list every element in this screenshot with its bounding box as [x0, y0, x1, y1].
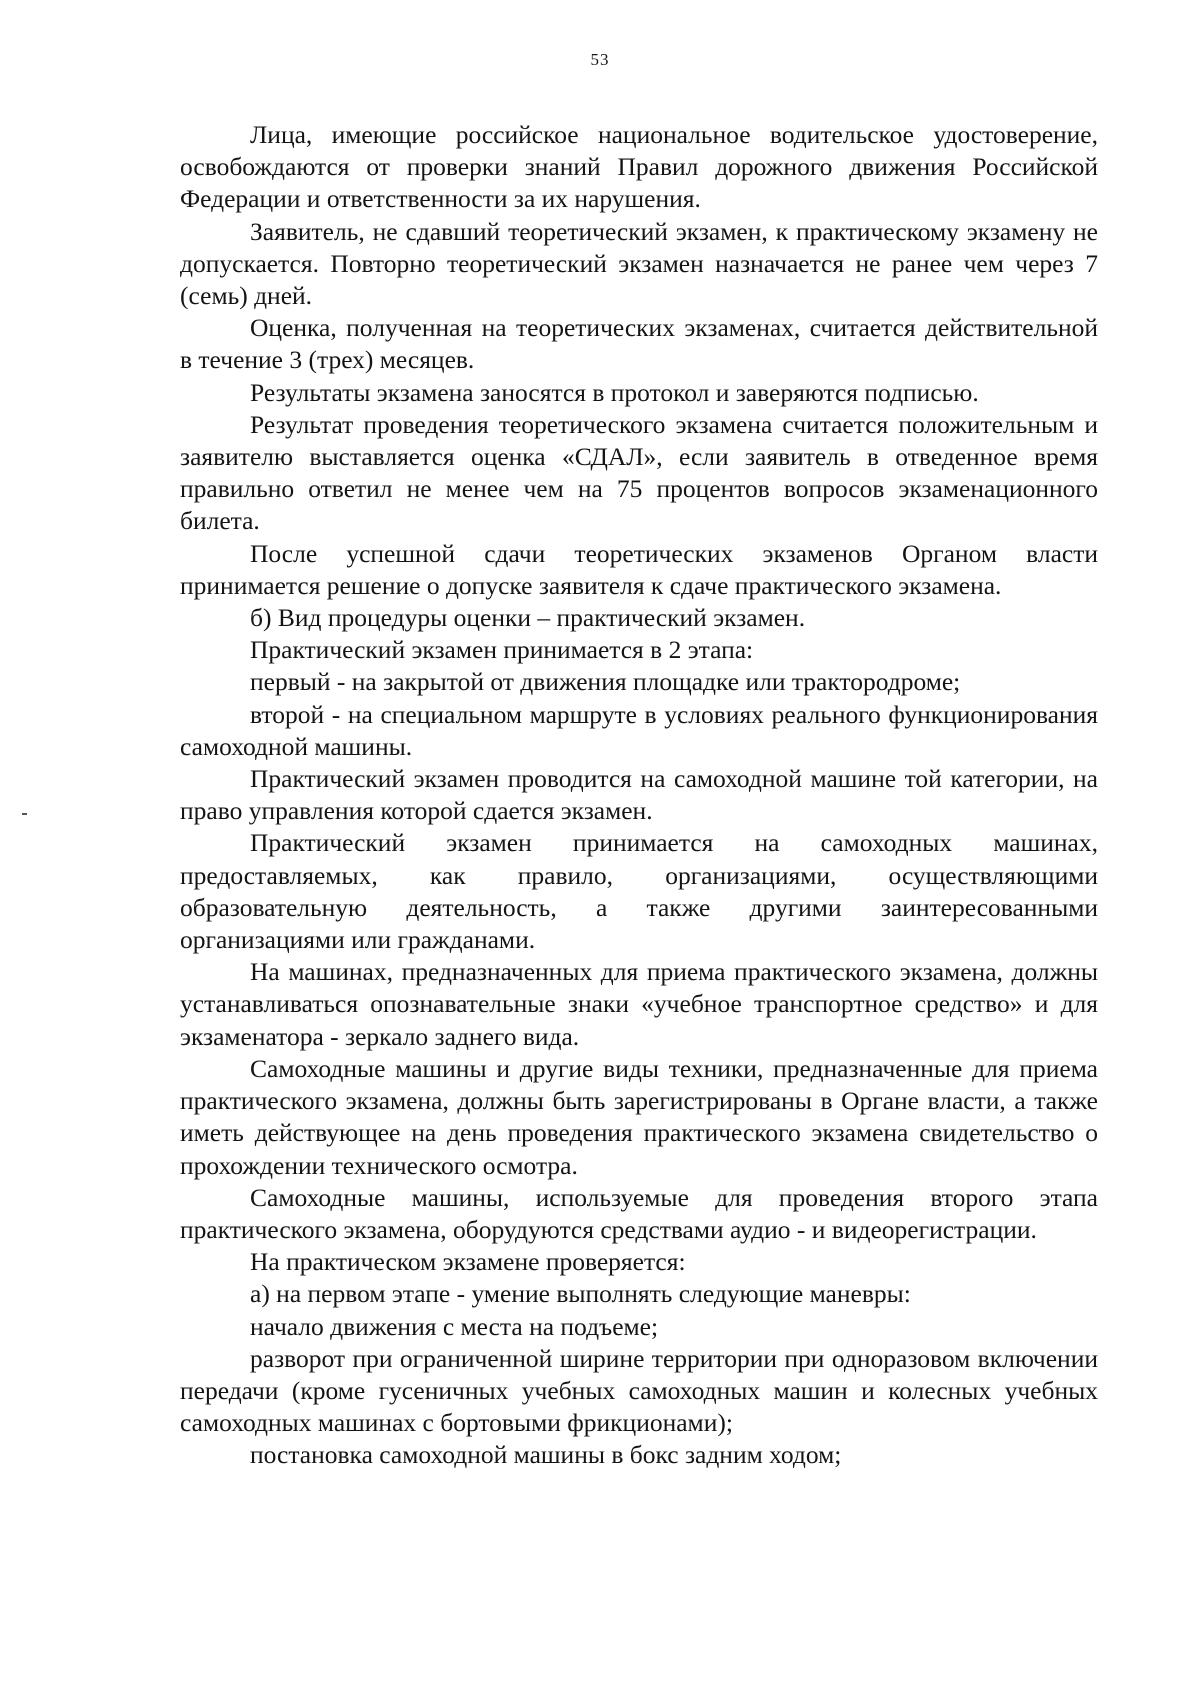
paragraph-recording-equipment: Самоходные машины, используемые для проведения второго этапа практического экзамена, оборудуются средствами аудио - и видеорегистрации.	[180, 1182, 1098, 1244]
paragraph-limited-turn: разворот при ограниченной ширине территории при одноразовом включении передачи (кроме гусеничных учебных самоходных машин и колесных учебных самоходных машинах с бортовыми фрикционами);	[180, 1343, 1098, 1438]
document-body	[180, 119, 1098, 1472]
scan-artifact-mark	[22, 813, 27, 815]
paragraph-grade-validity: Оценка, полученная на теоретических экзаменах, считается действительной в течение 3 (трех) месяцев.	[180, 313, 1098, 375]
paragraph-practical-stages: Практический экзамен принимается в 2 этапа:	[250, 635, 754, 665]
paragraph-passing-criteria: Результат проведения теоретического экзамена считается положительным и заявителю выставляется оценка «СДАЛ», если заявитель в отведенное время правильно ответил не менее чем на 75 процентов вопросов экзаменационного билета.	[180, 409, 1098, 536]
paragraph-machine-category: Практический экзамен проводится на самоходной машине той категории, на право управления которой сдается экзамен.	[180, 764, 1098, 826]
paragraph-machine-providers: Практический экзамен принимается на самоходных машинах, предоставляемых, как правило, организациями, осуществляющими образовательную деятельность, а также другими заинтересованными организациями или гражданами.	[180, 828, 1098, 955]
paragraph-registration-requirements: Самоходные машины и другие виды техники, предназначенные для приема практического экзамена, должны быть зарегистрированы в Органе власти, а также иметь действующее на день проведения практического экзамена свидетельство о прохождении технического осмотра.	[180, 1053, 1098, 1180]
paragraph-practical-exam-type: б) Вид процедуры оценки – практический экзамен.	[250, 603, 806, 633]
paragraph-reverse-parking: постановка самоходной машины в бокс задним ходом;	[250, 1440, 842, 1470]
paragraph-stage-one: первый - на закрытой от движения площадке или трактородроме;	[250, 667, 961, 697]
paragraph-results-protocol: Результаты экзамена заносятся в протокол и заверяются подписью.	[250, 377, 979, 407]
paragraph-driver-license-exemption: Лица, имеющие российское национальное водительское удостоверение, освобождаются от проверки знаний Правил дорожного движения Российской Федерации и ответственности за их нарушения.	[180, 120, 1098, 214]
paragraph-identification-signs: На машинах, предназначенных для приема практического экзамена, должны устанавливаться опознавательные знаки «учебное транспортное средство» и для экзаменатора - зеркало заднего вида.	[180, 957, 1098, 1051]
paragraph-stage-two: второй - на специальном маршруте в условиях реального функционирования самоходной машины.	[180, 699, 1098, 761]
paragraph-stage-one-maneuvers: а) на первом этапе - умение выполнять следующие маневры:	[250, 1279, 911, 1309]
paragraph-exam-checks: На практическом экзамене проверяется:	[250, 1247, 686, 1277]
paragraph-hill-start: начало движения с места на подъеме;	[250, 1311, 659, 1341]
paragraph-admission-decision: После успешной сдачи теоретических экзаменов Органом власти принимается решение о допуске заявителя к сдаче практического экзамена.	[180, 538, 1098, 600]
page-number: 53	[590, 50, 610, 69]
paragraph-failed-theory-exam: Заявитель, не сдавший теоретический экзамен, к практическому экзамену не допускается. Повторно теоретический экзамен назначается не ранее чем через 7 (семь) дней.	[180, 216, 1098, 311]
